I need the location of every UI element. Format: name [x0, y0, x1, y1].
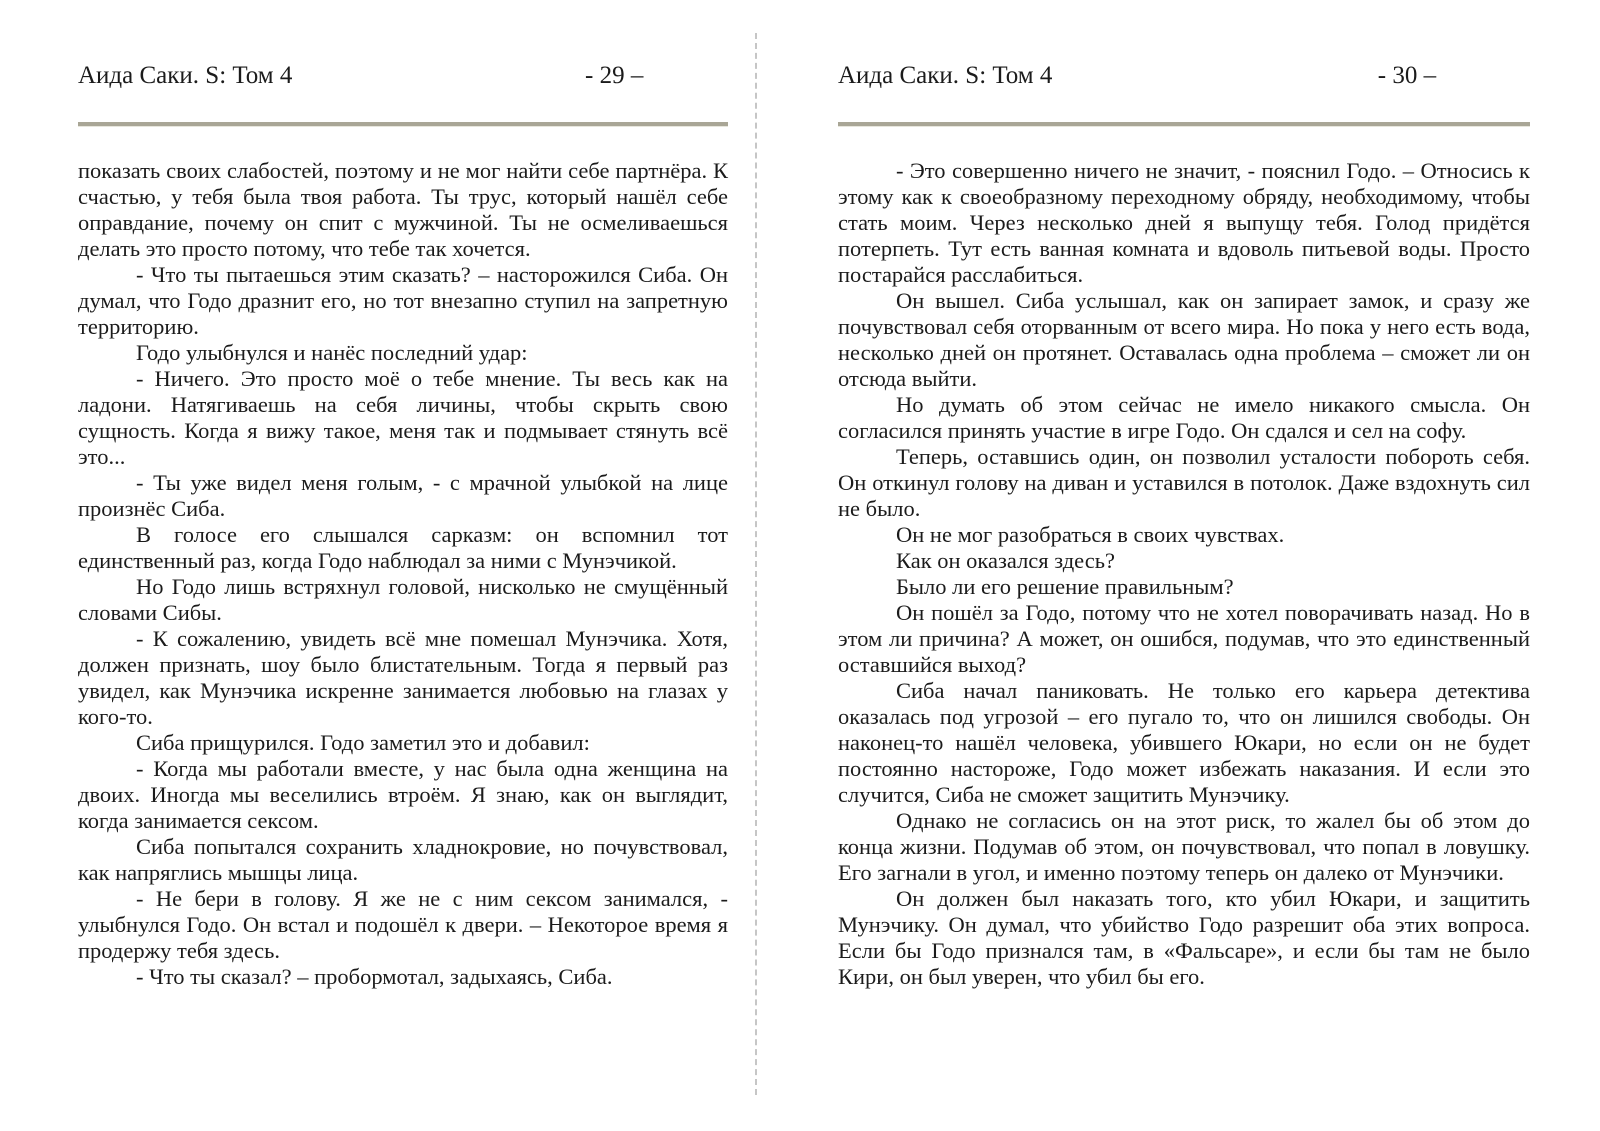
- page-number: - 30 –: [1377, 62, 1437, 89]
- paragraph: В голосе его слышался сарказм: он вспомнил тот единственный раз, когда Годо наблюдал за ними с Мунэчикой.: [78, 522, 728, 573]
- paragraph: - Это совершенно ничего не значит, - пояснил Годо. – Относись к этому как к своеобразному переходному обряду, необходимому, чтобы стать моим. Через несколько дней я выпущу тебя. Голод придётся потерпеть. Тут есть ванная комната и вдоволь питьевой воды. Просто постарайся расслабиться.: [838, 158, 1530, 287]
- paragraph: - Ты уже видел меня голым, - с мрачной улыбкой на лице произнёс Сиба.: [78, 470, 728, 521]
- paragraph: показать своих слабостей, поэтому и не мог найти себе партнёра. К счастью, у тебя была твоя работа. Ты трус, который нашёл себе оправдание, почему он спит с мужчиной. Ты не осмеливаешься делать это просто потому, что тебе так хочется.: [78, 158, 728, 261]
- page-right: [757, 0, 1600, 1131]
- paragraph: - Не бери в голову. Я же не с ним сексом занимался, - улыбнулся Годо. Он встал и подошёл к двери. – Некоторое время я продержу тебя здесь.: [78, 886, 728, 963]
- page-left: [0, 0, 757, 1131]
- paragraph: - Ничего. Это просто моё о тебе мнение. Ты весь как на ладони. Натягиваешь на себя личины, чтобы скрыть свою сущность. Когда я вижу такое, меня так и подмывает стянуть всё это...: [78, 366, 728, 469]
- book-title: Аида Саки. S: Том 4: [78, 62, 293, 89]
- paragraph: Он пошёл за Годо, потому что не хотел поворачивать назад. Но в этом ли причина? А может, он ошибся, подумав, что это единственный оставшийся выход?: [838, 600, 1530, 677]
- paragraph: Как он оказался здесь?: [896, 548, 1115, 573]
- paragraph: - Что ты пытаешься этим сказать? – насторожился Сиба. Он думал, что Годо дразнит его, но тот внезапно ступил на запретную территорию.: [78, 262, 728, 339]
- page-number: - 29 –: [585, 62, 644, 89]
- paragraph: Сиба прищурился. Годо заметил это и добавил:: [136, 730, 590, 755]
- paragraph: Он должен был наказать того, кто убил Юкари, и защитить Мунэчику. Он думал, что убийство Годо разрешит оба этих вопроса. Если бы Годо признался там, в «Фальсаре», и если бы там не было Кири, он был уверен, что убил бы его.: [838, 886, 1530, 989]
- book-title: Аида Саки. S: Том 4: [838, 62, 1053, 89]
- paragraph: - К сожалению, увидеть всё мне помешал Мунэчика. Хотя, должен признать, шоу было блистательным. Тогда я первый раз увидел, как Мунэчика искренне занимается любовью на глазах у кого-то.: [78, 626, 728, 729]
- paragraph: Однако не согласись он на этот риск, то жалел бы об этом до конца жизни. Подумав об этом, он почувствовал, что попал в ловушку. Его загнали в угол, и именно поэтому теперь он далеко от Мунэчики.: [838, 808, 1530, 885]
- paragraph: Сиба попытался сохранить хладнокровие, но почувствовал, как напряглись мышцы лица.: [78, 834, 728, 885]
- header-rule: [78, 122, 728, 127]
- paragraph: Но думать об этом сейчас не имело никакого смысла. Он согласился принять участие в игре Годо. Он сдался и сел на софу.: [838, 392, 1530, 443]
- paragraph: Он вышел. Сиба услышал, как он запирает замок, и сразу же почувствовал себя оторванным от всего мира. Но пока у него есть вода, несколько дней он протянет. Оставалась одна проблема – сможет ли он отсюда выйти.: [838, 288, 1530, 391]
- paragraph: - Когда мы работали вместе, у нас была одна женщина на двоих. Иногда мы веселились втроём. Я знаю, как он выглядит, когда занимается сексом.: [78, 756, 728, 833]
- paragraph: Было ли его решение правильным?: [896, 574, 1234, 599]
- paragraph: - Что ты сказал? – пробормотал, задыхаясь, Сиба.: [136, 964, 613, 989]
- paragraph: Но Годо лишь встряхнул головой, нисколько не смущённый словами Сибы.: [78, 574, 728, 625]
- paragraph: Годо улыбнулся и нанёс последний удар:: [136, 340, 528, 365]
- page-header: [838, 62, 1530, 96]
- page-body: [78, 158, 728, 990]
- paragraph: Теперь, оставшись один, он позволил усталости побороть себя. Он откинул голову на диван и уставился в потолок. Даже вздохнуть сил не было.: [838, 444, 1530, 521]
- page-fold-divider: [755, 33, 757, 1095]
- header-rule: [838, 122, 1530, 127]
- paragraph: Он не мог разобраться в своих чувствах.: [896, 522, 1285, 547]
- paragraph: Сиба начал паниковать. Не только его карьера детектива оказалась под угрозой – его пугало то, что он лишился свободы. Он наконец-то нашёл человека, убившего Юкари, но если он не будет постоянно настороже, Годо может избежать наказания. И если это случится, Сиба не сможет защитить Мунэчику.: [838, 678, 1530, 807]
- page-body: [838, 158, 1530, 990]
- page-header: [78, 62, 728, 96]
